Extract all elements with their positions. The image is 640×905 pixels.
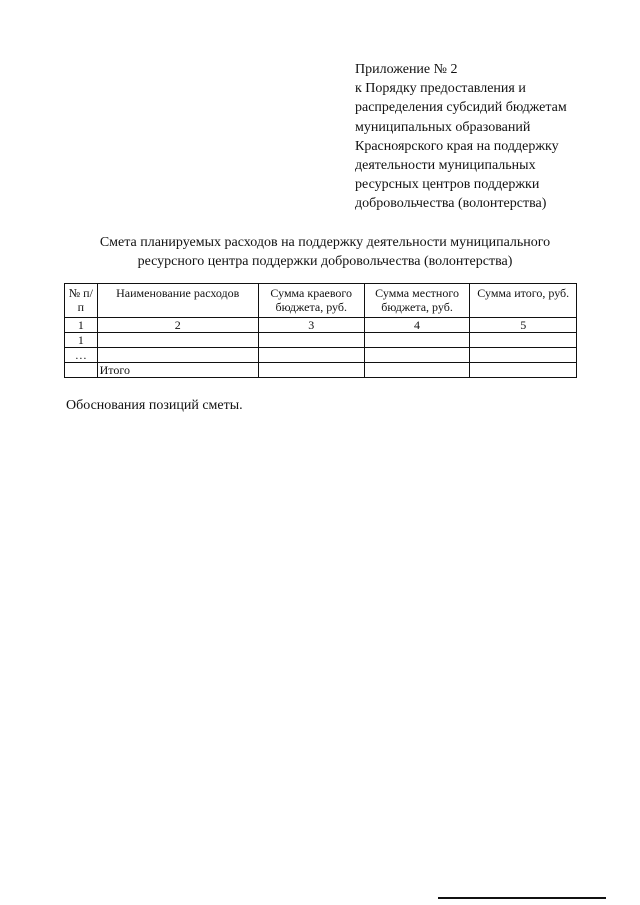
bottom-divider: [438, 897, 606, 899]
column-number: 2: [97, 318, 258, 333]
table-row: [65, 333, 577, 348]
table-cell: [97, 333, 258, 348]
table-row-total: [65, 363, 577, 378]
title-line-1: Смета планируемых расходов на поддержку деятельности муниципального: [99, 235, 551, 250]
appendix-line: деятельности муниципальных: [355, 158, 536, 174]
column-header-expense-name: Наименование расходов: [97, 284, 258, 318]
table-header-row: [65, 284, 577, 318]
table-cell: …: [65, 348, 98, 363]
column-number: 3: [258, 318, 364, 333]
table-cell: [364, 363, 470, 378]
title-line-2: ресурсного центра поддержки добровольчества (волонтерства): [137, 254, 513, 269]
table-cell: [364, 333, 470, 348]
column-number: 5: [470, 318, 577, 333]
table-cell: [65, 363, 98, 378]
appendix-line: Приложение № 2: [355, 62, 458, 77]
justification-text: Обоснования позиций сметы.: [66, 398, 243, 413]
column-header-regional-budget: Сумма краевого бюджета, руб.: [258, 284, 364, 318]
appendix-line: муниципальных образований: [355, 119, 531, 135]
table-cell: [470, 333, 577, 348]
table-cell: [97, 348, 258, 363]
column-number: 4: [364, 318, 470, 333]
appendix-line: к Порядку предоставления и: [355, 81, 526, 97]
document-title: [40, 233, 610, 271]
table-row: [65, 348, 577, 363]
table-cell: 1: [65, 333, 98, 348]
column-header-total: Сумма итого, руб.: [470, 284, 577, 318]
appendix-line: Красноярского края на поддержку: [355, 138, 559, 154]
appendix-line: добровольчества (волонтерства): [355, 196, 547, 212]
table-cell: [258, 333, 364, 348]
table-cell: [258, 348, 364, 363]
appendix-line: распределения субсидий бюджетам: [355, 100, 567, 116]
column-numbers-row: [65, 318, 577, 333]
column-number: 1: [65, 318, 98, 333]
table-cell-total-label: Итого: [97, 363, 258, 378]
column-header-number: № п/п: [65, 284, 98, 318]
table-cell: [258, 363, 364, 378]
appendix-header: [355, 60, 625, 214]
column-header-local-budget: Сумма местного бюджета, руб.: [364, 284, 470, 318]
table-cell: [470, 363, 577, 378]
estimate-table: [64, 283, 577, 378]
table-cell: [470, 348, 577, 363]
table-cell: [364, 348, 470, 363]
appendix-line: ресурсных центров поддержки: [355, 177, 540, 193]
